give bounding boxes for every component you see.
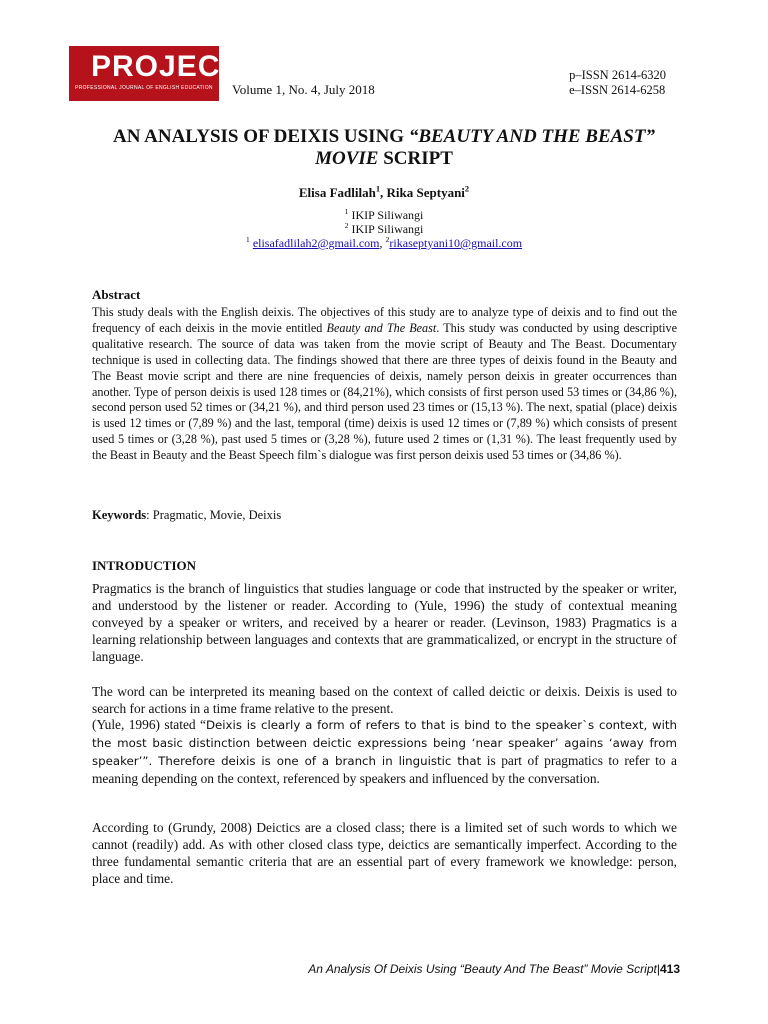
running-footer: [308, 962, 680, 977]
abstract-text: [92, 305, 677, 464]
title-part-1: AN ANALYSIS OF DEIXIS USING: [113, 126, 409, 147]
author-2: Rika Septyani: [386, 185, 465, 200]
intro-paragraph-4: According to (Grundy, 2008) Deictics are a closed class; there is a limited set of such words to which we cannot (readily) add. As with other closed class type, deictics are semantically imperfect. According to the three fundamental semantic criteria that are an essential part of every framework we knowledge: person, place and time.: [92, 820, 677, 886]
paper-title: [100, 126, 668, 170]
title-part-3: SCRIPT: [378, 148, 453, 169]
para3-quote: Deixis is clearly a form of refers to that is bind to the speaker`s context, with the most basic distinction between deictic expressions being ‘near speaker’ agains ‘away from speaker’”. Therefore deixis is one of a branch in linguistic that: [92, 718, 678, 768]
e-issn: e–ISSN 2614-6258: [569, 83, 666, 97]
keywords-values: : Pragmatic, Movie, Deixis: [146, 508, 282, 522]
issn-block: [569, 68, 666, 98]
journal-logo: [69, 46, 240, 101]
keywords: [92, 507, 281, 523]
page-number: 413: [659, 962, 680, 976]
email-2-sup: 2: [385, 235, 390, 244]
author-sep: ,: [380, 185, 387, 200]
logo-tagline: PROFESSIONAL JOURNAL OF ENGLISH EDUCATION: [75, 85, 213, 91]
abstract-part-b: . This study was conducted by using descriptive qualitative research. The source of data was taken from the movie script of Beauty and The Beast. Documentary technique is used in collecting data. The findings showed that there are three types of deixis found in the Beauty and The Beast movie script and there are nine frequencies of deixis, namely person deixis in greater occurrences than another. Type of person deixis is used 128 times or (84,21%), which consists of first person used 53 times or (34,86 %), second person used 52 times or (34,21 %), and third person used 23 times or (15,13 %). The next, spatial (place) deixis is used 12 times or (7,89 %) and the last, temporal (time) deixis is used 12 times or (7,89 %) which consists of present used 5 times or (3,28 %), past used 5 times or (3,28 %), future used 2 times or (1,31 %). The least frequently used by the Beast in Beauty and the Beast Speech film`s dialogue was first person deixis used 53 times or (34,86 %).: [92, 320, 677, 463]
affiliations: [100, 208, 668, 250]
abstract-heading: Abstract: [92, 287, 141, 302]
author-2-sup: 2: [464, 183, 470, 194]
email-2-link[interactable]: rikaseptyani10@gmail.com: [389, 236, 523, 250]
footer-sep: |: [656, 962, 660, 976]
logo-wordmark: PROJECT: [91, 50, 240, 83]
para3-lead: (Yule, 1996) stated “: [92, 717, 206, 732]
affiliation-1: [100, 208, 668, 222]
introduction-heading: INTRODUCTION: [92, 558, 197, 573]
p-issn: p–ISSN 2614-6320: [569, 68, 666, 82]
volume-info: Volume 1, No. 4, July 2018: [232, 82, 375, 97]
intro-paragraph-2: The word can be interpreted its meaning based on the context of called deictic or deixis. Deixis is used to search for actions in a time frame relative to the present.: [92, 684, 677, 716]
intro-paragraph-3: [92, 716, 677, 787]
email-sep: ,: [379, 236, 386, 250]
authors: [100, 185, 668, 201]
affil-1-text: IKIP Siliwangi: [348, 208, 424, 222]
affil-2-text: IKIP Siliwangi: [348, 222, 424, 236]
keywords-label: Keywords: [92, 508, 147, 522]
title-part-italic: “BEAUTY AND THE BEAST” MOVIE: [315, 126, 655, 169]
email-1-sup: 1: [245, 235, 250, 244]
email-1-link[interactable]: elisafadlilah2@gmail.com: [252, 236, 380, 250]
affiliation-2: [100, 222, 668, 236]
author-1-sup: 1: [375, 183, 381, 194]
abstract-part-a: This study deals with the English deixis. The objectives of this study are to analyze type of deixis and to find out the frequency of each deixis in the movie entitled: [92, 305, 677, 335]
abstract-italic: Beauty and The Beast: [326, 320, 437, 335]
intro-paragraph-1: Pragmatics is the branch of linguistics that studies language or code that instructed by the speaker or writer, and understood by the listener or reader. According to (Yule, 1996) the study of contextual meaning conveyed by a speaker or writers, and received by a hearer or reader. (Levinson, 1983) Pragmatics is a learning relationship between languages and contexts that are grammaticalized, or encrypt in the structure of language.: [92, 581, 677, 664]
affil-1-sup: 1: [344, 207, 349, 216]
emails: [100, 236, 668, 250]
affil-2-sup: 2: [344, 221, 349, 230]
para3-tail: is part of pragmatics to refer to a meaning depending on the context, referenced by speakers and influenced by the conversation.: [92, 753, 677, 786]
author-1: Elisa Fadlilah: [298, 185, 376, 200]
running-title: An Analysis Of Deixis Using “Beauty And The Beast” Movie Script: [308, 962, 657, 976]
